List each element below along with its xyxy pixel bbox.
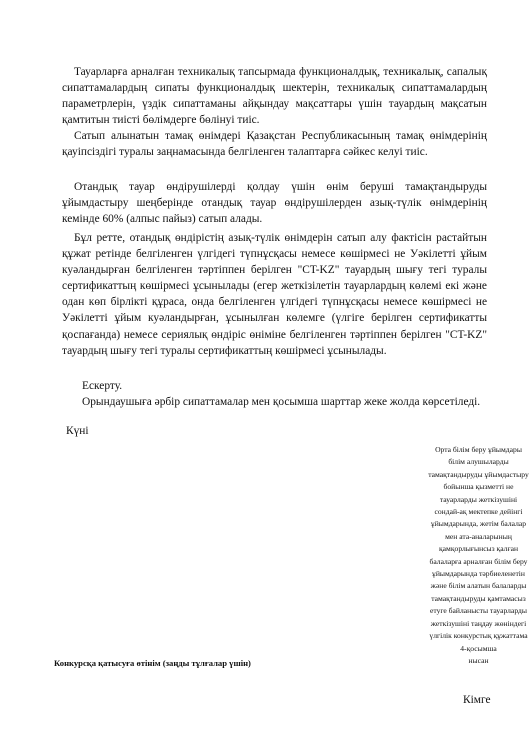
appendix-header-line: қамқорлығынсыз қалған <box>438 544 519 554</box>
appendix-header-line: ұйымдарында тәрбиеленетін <box>432 569 525 579</box>
appendix-header-line: нысан <box>468 655 489 665</box>
paragraph-4: Бұл ретте, отандық өндірістің азық-түлік өнімдерін сатып алу фактісін растайтын құжат ретінде белгіленген үлгідегі түпнұсқасы немесе көшірмесі не Уәкілетті ұйым куәландырған белгіленген тәртіппен берілген "CT-KZ" тауардың шығу тегі туралы сертификаттың көшірмесі ұсынылады (егер жеткізілетін тауарлардың көлемі екі және одан көп бірлікті құраса, онда белгіленген үлгідегі түпнұсқасы немесе көшірмесі не Уәкілетті ұйым куәландырған, ұсынылған көлемге (үлгіге берілген сертификатты қоспағанда) немесе сериялық өндіріс өніміне белгіленген тәртіппен берілген "CT-KZ" тауардың шығу тегі туралы сертификаттың көшірмесі ұсынылады. <box>62 232 487 357</box>
appendix-header-line: балаларға арналған білім беру <box>429 556 528 566</box>
date-label: Күні <box>66 425 89 437</box>
note-text: Орындаушыға әрбір сипаттамалар мен қосымша шарттар жеке жолда көрсетіледі. <box>82 396 481 408</box>
appendix-header-line: бойынша қызметті не <box>443 482 514 492</box>
paragraph-1: Тауарларға арналған техникалық тапсырмада функционалдық, техникалық, сапалық сипаттамалардың сипаты функционалдық шектерін, техникалық сипаттамалардың параметрлерін, үздік сипаттаманы айқындау мақсаттары үшін тауардың мақсатын қамтитын тиісті бөлімдерге бөлінуі тиіс. <box>62 66 487 127</box>
appendix-header-line: жеткізушіні таңдау жөніндегі <box>430 618 527 628</box>
to-label: Кімге <box>463 694 491 706</box>
certificate-paragraph <box>62 230 487 359</box>
domestic-producers-paragraph <box>62 179 487 227</box>
appendix-header-line: сондай-ақ мектепке дейінгі <box>434 507 523 517</box>
appendix-header-line: тамақтандыруды қамтамасыз <box>431 593 526 603</box>
appendix-header-line: мен ата-аналарының <box>445 531 512 541</box>
appendix-header-line: Орта білім беру ұйымдары <box>435 445 522 454</box>
paragraph-2: Сатып алынатын тамақ өнімдері Қазақстан Республикасының тамақ өнімдерінің қауіпсіздігі туралы заңнамасында белгіленген талаптарға сәйкес келуі тиіс. <box>62 130 487 159</box>
application-title: Конкурсқа қатысуға өтінім (заңды тұлғалар үшін) <box>54 658 251 668</box>
tech-spec-paragraph <box>62 64 487 128</box>
appendix-header-line: тамақтандыруды ұйымдастыру <box>428 469 529 479</box>
appendix-header-line: тауарларды жеткізушіні <box>439 494 518 504</box>
paragraph-3: Отандық тауар өндірушілерді қолдау үшін өнім беруші тамақтандыруды ұйымдастыру шеңберінде отандық тауар өндірушілерден азық-түлік өнімдерінің кемінде 60% (алпыс пайыз) сатып алады. <box>62 181 487 226</box>
note-label: Ескерту. <box>82 380 123 392</box>
appendix-header-line: етуге байланысты тауарларды <box>430 606 527 616</box>
appendix-header <box>426 444 531 667</box>
food-safety-paragraph <box>62 128 487 160</box>
appendix-header-line: үлгілік конкурстық құжаттама <box>429 631 528 641</box>
appendix-header-line: ұйымдарында, жетім балалар <box>430 519 527 529</box>
appendix-header-line: және білім алатын балаларды <box>430 581 527 591</box>
appendix-header-line: білім алушыларды <box>448 457 509 467</box>
appendix-header-line: 4-қосымша <box>460 643 497 653</box>
